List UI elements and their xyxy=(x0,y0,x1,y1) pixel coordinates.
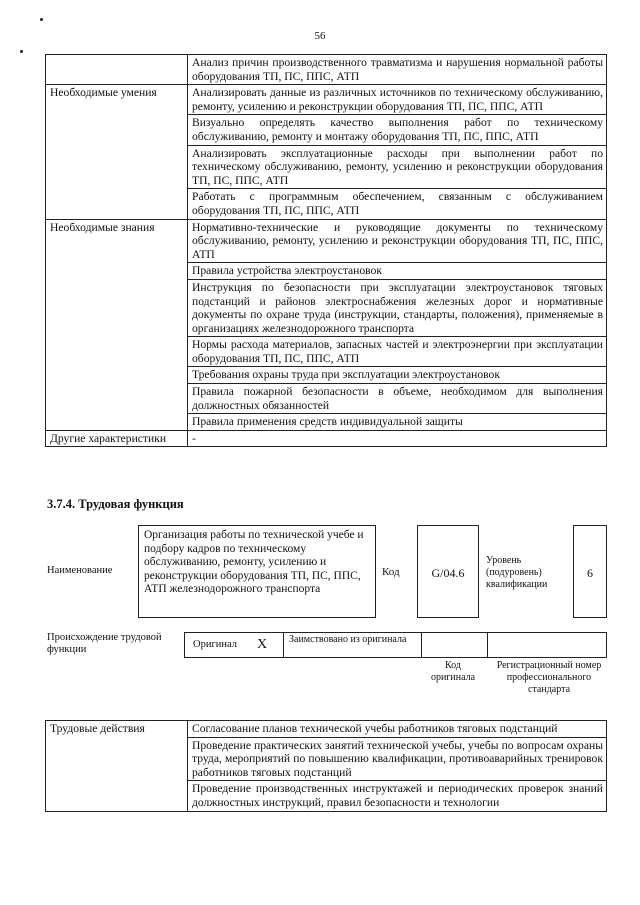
level-label: Уровень (подуровень) квалификации xyxy=(486,555,548,590)
reg-number-caption: Регистрационный номер профессионального стандарта xyxy=(496,660,602,695)
table-cell: Анализировать эксплуатационные расходы при выполнении работ по техническому обслуживанию, ремонту, усилению и реконструкции оборудования ТП, ПС, ППС, АТП xyxy=(188,145,607,189)
table-cell: Нормы расхода материалов, запасных частей и электроэнергии при эксплуатации оборудования ТП, ПС, ППС, АТП xyxy=(188,337,607,367)
table-cell: Правила применения средств индивидуальной защиты xyxy=(188,414,607,431)
skills-knowledge-table xyxy=(45,54,607,447)
row-label-knowledge: Необходимые знания xyxy=(46,219,188,430)
page-number: 56 xyxy=(314,30,326,42)
code-value-box xyxy=(417,525,479,618)
origin-strip xyxy=(184,632,607,658)
row-label-actions: Трудовые действия xyxy=(46,721,188,812)
table-cell: Проведение производственных инструктажей и периодических проверок знаний должностных инструкций, правил безопасности и технологии xyxy=(188,781,607,811)
table-cell: Правила устройства электроустановок xyxy=(188,263,607,280)
row-label-other: Другие характеристики xyxy=(46,430,188,447)
origin-label: Происхождение трудовой функции xyxy=(47,632,162,655)
function-name: Организация работы по технической учебе и подбору кадров по техническому обслуживанию, ремонту, усилению и реконструкции оборудования ТП, ПС, ППС, АТП железнодорожного транспорта xyxy=(144,529,364,595)
level-value: 6 xyxy=(587,566,593,580)
level-value-box xyxy=(573,525,607,618)
table-cell: Нормативно-технические и руководящие документы по техническому обслуживанию, ремонту, усилению и реконструкции оборудования ТП, ПС, ППС, АТП xyxy=(188,219,607,263)
row-label-skills: Необходимые умения xyxy=(46,85,188,219)
table-cell: Согласование планов технической учебы работников тяговых подстанций xyxy=(188,721,607,738)
table-cell: Работать с программным обеспечением, связанным с обслуживанием оборудования ТП, ПС, ППС, АТП xyxy=(188,189,607,219)
row-label xyxy=(46,55,188,85)
labor-actions-table xyxy=(45,720,607,812)
code-label: Код xyxy=(382,566,400,578)
scan-speck xyxy=(20,50,23,53)
table-cell: Анализировать данные из различных источников по техническому обслуживанию, ремонту, усилению и реконструкции оборудования ТП, ПС, ППС, АТП xyxy=(188,85,607,115)
code-value: G/04.6 xyxy=(431,566,465,580)
name-label: Наименование xyxy=(47,565,113,576)
original-mark: X xyxy=(257,637,268,652)
table-cell: Инструкция по безопасности при эксплуатации электроустановок тяговых подстанций и районов электроснабжения железных дорог и нормативные документы по охране труда (инструкции, стандарты, положения), применяемые в организациях железнодорожного транспорта xyxy=(188,279,607,336)
code-original-caption: Код оригинала xyxy=(430,660,476,683)
cell-divider xyxy=(487,633,488,657)
scan-speck xyxy=(40,18,43,21)
original-label: Оригинал xyxy=(193,639,237,650)
table-cell: - xyxy=(188,430,607,447)
cell-divider xyxy=(421,633,422,657)
table-cell: Правила пожарной безопасности в объеме, необходимом для выполнения должностных обязанностей xyxy=(188,384,607,414)
section-title: 3.7.4. Трудовая функция xyxy=(47,497,184,511)
name-value-box xyxy=(138,525,376,618)
cell-divider xyxy=(283,633,284,657)
borrowed-label: Заимствовано из оригинала xyxy=(289,634,407,645)
table-cell: Визуально определять качество выполнения работ по техническому обслуживанию, ремонту и монтажу оборудования ТП, ПС, ППС, АТП xyxy=(188,115,607,145)
table-cell: Анализ причин производственного травматизма и нарушения нормальной работы оборудования ТП, ПС, ППС, АТП xyxy=(188,55,607,85)
table-cell: Проведение практических занятий технической учебы, учебы по вопросам охраны труда, мероприятий по повышению квалификации, противоаварийных тренировок работников тяговых подстанций xyxy=(188,737,607,781)
table-cell: Требования охраны труда при эксплуатации электроустановок xyxy=(188,367,607,384)
